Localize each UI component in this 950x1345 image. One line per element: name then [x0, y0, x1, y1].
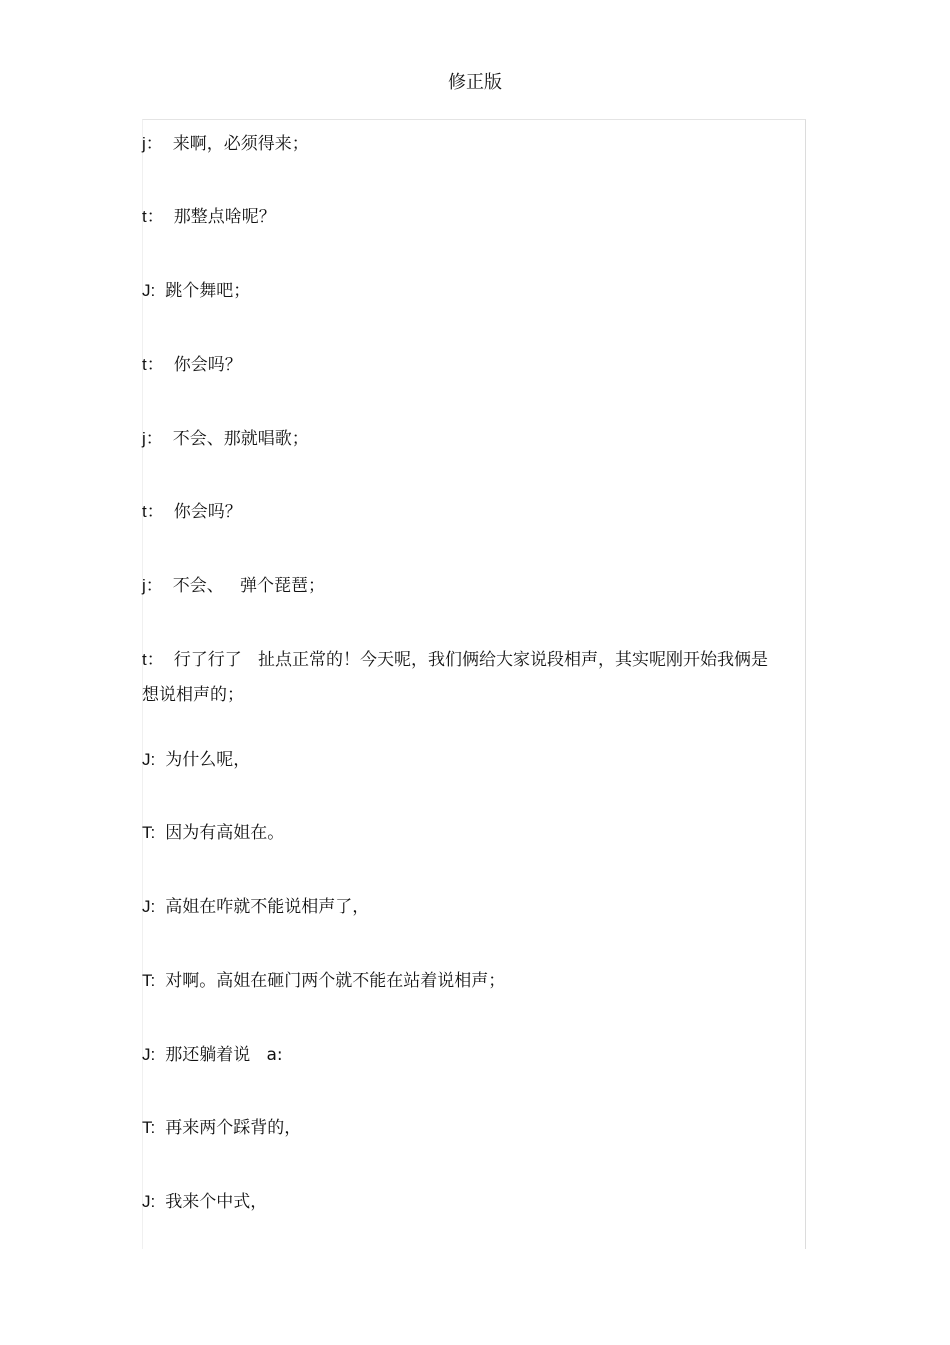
- speaker-label: T: [142, 971, 151, 990]
- dialogue-line: [142, 642, 782, 713]
- page-title: 修正版: [448, 72, 502, 93]
- separator: ：: [145, 134, 163, 153]
- dialogue-text: 你会吗？: [173, 502, 242, 522]
- dialogue-line: [142, 421, 782, 457]
- speaker-label: t: [142, 502, 147, 521]
- separator: :: [150, 971, 156, 990]
- speaker-label: J: [142, 1192, 151, 1211]
- dialogue-text: 跳个舞吧；: [165, 281, 251, 301]
- dialogue-line: [142, 347, 782, 383]
- dialogue-text: 那还躺着说 a:: [165, 1045, 283, 1065]
- speaker-label: j: [142, 429, 146, 448]
- dialogue-text: 因为有高姐在。: [165, 823, 285, 843]
- separator: ：: [146, 355, 164, 374]
- speaker-label: T: [142, 823, 151, 842]
- separator: ：: [146, 207, 164, 226]
- dialogue-line: [142, 742, 782, 778]
- dialogue-line: [142, 199, 782, 235]
- dialogue-line: [142, 815, 782, 851]
- speaker-label: t: [142, 207, 147, 226]
- speaker-label: T: [142, 1118, 151, 1137]
- separator: :: [150, 1118, 156, 1137]
- dialogue-line: [142, 1184, 782, 1220]
- dialogue-line: [142, 1110, 782, 1146]
- separator: :: [150, 750, 156, 769]
- dialogue-text: 为什么呢，: [165, 750, 251, 770]
- separator: ：: [145, 576, 163, 595]
- dialogue-line: [142, 494, 782, 530]
- speaker-label: t: [142, 650, 147, 669]
- separator: :: [150, 823, 156, 842]
- separator: ：: [146, 650, 164, 669]
- dialogue-text: 我来个中式，: [165, 1192, 268, 1212]
- dialogue-text: 那整点啥呢？: [173, 207, 276, 227]
- speaker-label: J: [142, 281, 151, 300]
- dialogue-text: 高姐在咋就不能说相声了，: [165, 897, 370, 917]
- dialogue-text: 你会吗？: [173, 355, 242, 375]
- separator: ：: [145, 429, 163, 448]
- dialogue-text: 不会、那就唱歌；: [172, 429, 309, 449]
- speaker-label: J: [142, 1045, 151, 1064]
- dialogue-text: 不会、 弹个琵琶；: [172, 576, 325, 596]
- dialogue-line: [142, 889, 782, 925]
- separator: :: [150, 281, 156, 300]
- dialogue-text: 行了行了 扯点正常的！今天呢，我们俩给大家说段相声，其实呢刚开始我俩是想说相声的；: [142, 650, 768, 705]
- dialogue-line: [142, 963, 782, 999]
- dialogue-line: [142, 1037, 782, 1073]
- dialogue-text: 来啊，必须得来；: [172, 134, 309, 154]
- separator: :: [150, 1192, 156, 1211]
- separator: :: [150, 1045, 156, 1064]
- speaker-label: j: [142, 576, 146, 595]
- speaker-label: j: [142, 134, 146, 153]
- speaker-label: J: [142, 750, 151, 769]
- dialogue-text: 再来两个踩背的，: [165, 1118, 302, 1138]
- dialogue-line: [142, 273, 782, 309]
- separator: ：: [146, 502, 164, 521]
- speaker-label: t: [142, 355, 147, 374]
- dialogue-line: [142, 126, 782, 162]
- separator: :: [150, 897, 156, 916]
- dialogue-line: [142, 568, 782, 604]
- speaker-label: J: [142, 897, 151, 916]
- dialogue-text: 对啊。高姐在砸门两个就不能在站着说相声；: [165, 971, 506, 991]
